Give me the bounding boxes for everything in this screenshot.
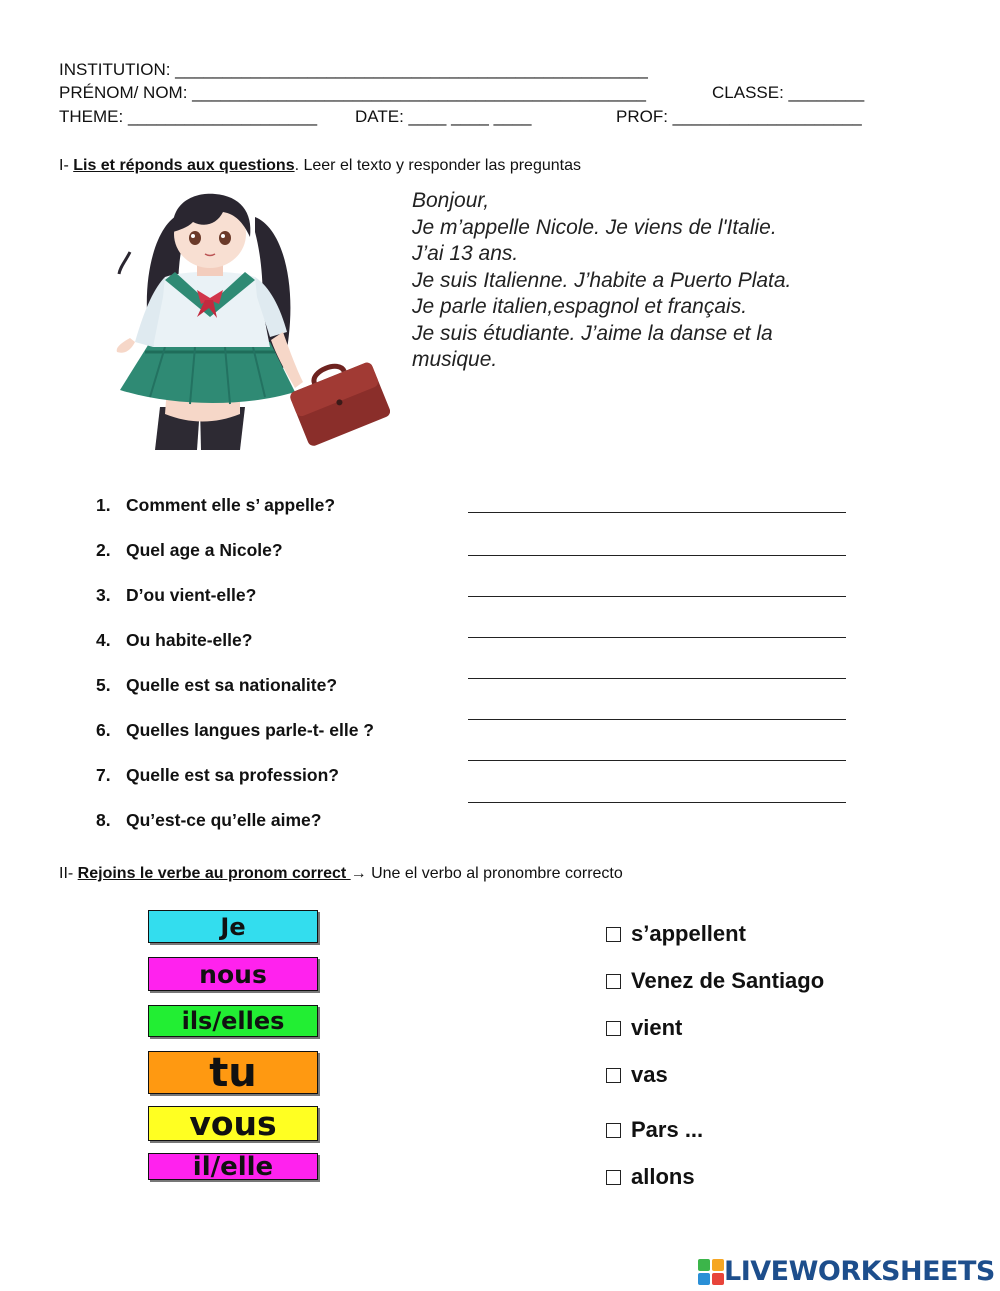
passage-line: Je m’appelle Nicole. Je viens de l'Italie. (412, 215, 777, 239)
verb-option-3[interactable] (606, 1015, 682, 1041)
question-text: Quelle est sa nationalite? (126, 675, 338, 695)
question-number: 2. (96, 540, 111, 560)
section-1-subtitle: . Leer el texto y responder las preguntas (294, 157, 581, 174)
pronoun-tu[interactable]: tu (148, 1051, 318, 1094)
prof-field: PROF: ____________________ (616, 107, 862, 126)
checkbox-icon[interactable] (606, 1123, 621, 1138)
passage-line: Bonjour, (412, 189, 490, 212)
checkbox-icon[interactable] (606, 1068, 621, 1083)
question-text: Quelle est sa profession? (126, 765, 339, 785)
pronoun-il-elle[interactable]: il/elle (148, 1153, 318, 1180)
question-6 (96, 720, 374, 741)
question-text: D’ou vient-elle? (126, 585, 257, 605)
question-1 (96, 495, 335, 516)
answer-line-4[interactable] (468, 637, 846, 638)
pronoun-ils-elles[interactable]: ils/elles (148, 1005, 318, 1037)
pronoun-je[interactable]: Je (148, 910, 318, 943)
pronoun-vous[interactable]: vous (148, 1106, 318, 1141)
passage-line: Je suis Italienne. J’habite a Puerto Plata. (412, 268, 792, 292)
liveworksheets-logo-icon (698, 1259, 724, 1285)
verb-option-4[interactable] (606, 1062, 668, 1088)
answer-line-6[interactable] (468, 719, 846, 720)
checkbox-icon[interactable] (606, 927, 621, 942)
checkbox-icon[interactable] (606, 1021, 621, 1036)
passage-line: Je suis étudiante. J’aime la danse et la (412, 321, 773, 345)
checkbox-icon[interactable] (606, 1170, 621, 1185)
liveworksheets-logo-text: LIVEWORKSHEETS (724, 1256, 995, 1287)
name-field: PRÉNOM/ NOM: ________________________________________________ (59, 83, 646, 102)
section-2-subtitle: → Une el verbo al pronombre correcto (350, 865, 623, 882)
verb-option-5[interactable] (606, 1117, 703, 1143)
section-1-title: Lis et réponds aux questions (73, 157, 295, 174)
verb-label: s’appellent (631, 921, 746, 946)
question-2 (96, 540, 283, 561)
institution-field: INSTITUTION: __________________________________________________ (59, 60, 648, 79)
verb-label: Pars ... (631, 1117, 704, 1142)
question-text: Qu’est-ce qu’elle aime? (126, 810, 322, 830)
passage-line: J’ai 13 ans. (412, 242, 519, 265)
question-number: 6. (96, 720, 111, 740)
student-girl-illustration (105, 192, 390, 452)
verb-option-2[interactable] (606, 968, 824, 994)
theme-field: THEME: ____________________ (59, 107, 318, 126)
verb-label: Venez de Santiago (631, 968, 825, 993)
answer-line-7[interactable] (468, 760, 846, 761)
verb-label: vas (631, 1062, 668, 1087)
question-text: Ou habite-elle? (126, 630, 253, 650)
answer-line-8[interactable] (468, 802, 846, 803)
section-1-prefix: I- (59, 157, 74, 174)
verb-label: allons (631, 1164, 695, 1189)
reading-passage (412, 188, 791, 374)
verb-label: vient (631, 1015, 683, 1040)
section-2-title: Rejoins le verbe au pronom correct (77, 865, 351, 882)
question-number: 5. (96, 675, 111, 695)
passage-line: Je parle italien,espagnol et français. (412, 295, 748, 318)
section-1-heading (59, 157, 581, 175)
question-5 (96, 675, 337, 696)
answer-line-3[interactable] (468, 596, 846, 597)
date-field: DATE: ____ ____ ____ (355, 107, 532, 126)
answer-line-1[interactable] (468, 512, 846, 513)
question-8 (96, 810, 321, 831)
question-text: Comment elle s’ appelle? (126, 495, 336, 515)
checkbox-icon[interactable] (606, 974, 621, 989)
verb-option-1[interactable] (606, 921, 746, 947)
section-2-prefix: II- (59, 865, 78, 882)
question-text: Quel age a Nicole? (126, 540, 283, 560)
question-7 (96, 765, 339, 786)
liveworksheets-logo (698, 1256, 995, 1287)
question-number: 4. (96, 630, 111, 650)
question-number: 1. (96, 495, 111, 515)
pronoun-nous[interactable]: nous (148, 957, 318, 991)
question-4 (96, 630, 252, 651)
section-2-heading (59, 865, 623, 883)
verb-option-6[interactable] (606, 1164, 695, 1190)
answer-line-2[interactable] (468, 555, 846, 556)
question-3 (96, 585, 256, 606)
question-number: 8. (96, 810, 111, 830)
question-text: Quelles langues parle-t- elle ? (126, 720, 374, 740)
question-number: 7. (96, 765, 111, 785)
question-number: 3. (96, 585, 111, 605)
passage-line: musique. (412, 348, 498, 371)
class-field: CLASSE: ________ (712, 83, 865, 102)
answer-line-5[interactable] (468, 678, 846, 679)
